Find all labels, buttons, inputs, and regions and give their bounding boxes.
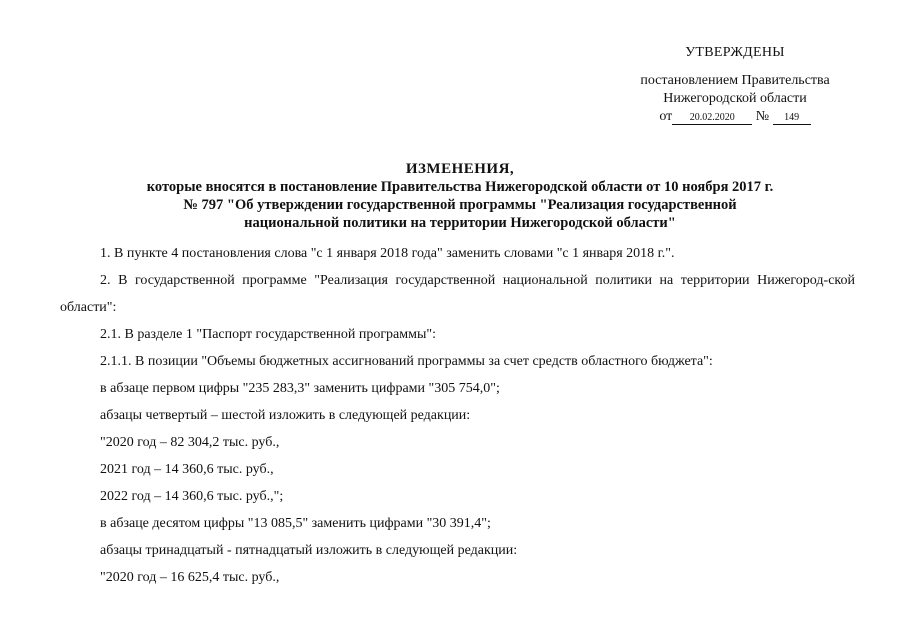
approval-date-line: [600, 108, 870, 126]
paragraph-line: в абзаце первом цифры "235 283,3" заменить цифрами "305 754,0";: [100, 381, 500, 396]
paragraph-2-1-1: 2.1.1. В позиции "Объемы бюджетных ассигнований программы за счет средств областного бюджета":: [100, 354, 713, 369]
paragraph-1: 1. В пункте 4 постановления слова "с 1 января 2018 года" заменить словами "с 1 января 2018 г.".: [100, 246, 675, 261]
paragraph-line: в абзаце десятом цифры "13 085,5" заменить цифрами "30 391,4";: [100, 516, 491, 531]
approval-line-2: Нижегородской области: [663, 91, 807, 106]
title-line-3: национальной политики на территории Нижегородской области": [244, 215, 676, 231]
title-line-1: которые вносятся в постановление Правительства Нижегородской области от 10 ноября 2017 г.: [146, 179, 774, 195]
number-sign: №: [755, 109, 770, 124]
approval-block: [600, 44, 870, 126]
paragraph-line: абзацы четвертый – шестой изложить в следующей редакции:: [100, 408, 471, 423]
document-body: [60, 240, 855, 591]
date-prefix: от: [659, 109, 673, 124]
paragraph-line: "2020 год – 82 304,2 тыс. руб.,: [100, 435, 280, 450]
paragraph-line: "2020 год – 16 625,4 тыс. руб.,: [100, 570, 280, 585]
approval-number: 149: [773, 112, 811, 125]
paragraph-line: 2021 год – 14 360,6 тыс. руб.,: [100, 462, 274, 477]
paragraph-2-1: 2.1. В разделе 1 "Паспорт государственной программы":: [100, 327, 436, 342]
paragraph-line: 2022 год – 14 360,6 тыс. руб.,";: [100, 489, 284, 504]
title-main: ИЗМЕНЕНИЯ,: [405, 161, 515, 177]
approval-line-1: постановлением Правительства: [640, 73, 830, 88]
paragraph-line: абзацы тринадцатый - пятнадцатый изложить в следующей редакции:: [100, 543, 518, 558]
approval-date: 20.02.2020: [672, 112, 752, 125]
document-title: [90, 160, 830, 232]
approval-heading: УТВЕРЖДЕНЫ: [685, 45, 785, 60]
paragraph-2: 2. В государственной программе "Реализация государственной национальной политики на территории Нижегород-ской области":: [60, 273, 855, 315]
title-line-2: № 797 "Об утверждении государственной программы "Реализация государственной: [183, 197, 737, 213]
